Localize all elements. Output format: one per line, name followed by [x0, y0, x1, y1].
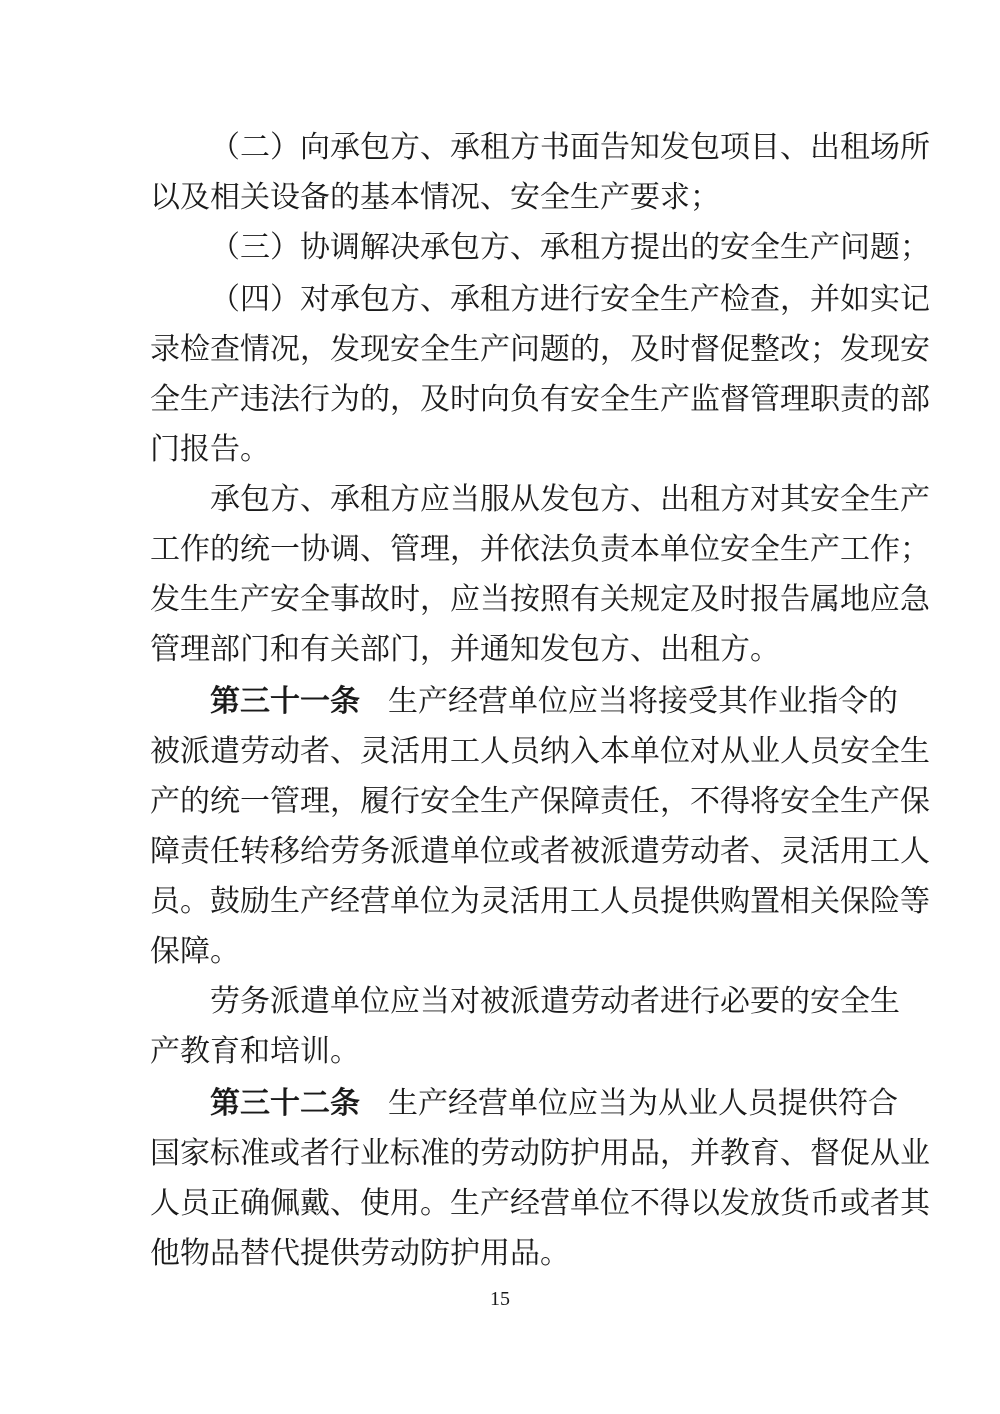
paragraph-text: 生产经营单位应当为从业人员提供符合 [388, 1086, 898, 1121]
paragraph-line: 发生生产安全事故时，应当按照有关规定及时报告属地应急 [150, 582, 930, 617]
paragraph-line: （三）协调解决承包方、承租方提出的安全生产问题； [210, 230, 930, 265]
paragraph-line: 工作的统一协调、管理，并依法负责本单位安全生产工作； [150, 532, 930, 567]
paragraph-line: 保障。 [150, 934, 240, 969]
paragraph-line: 国家标准或者行业标准的劳动防护用品，并教育、督促从业 [150, 1136, 930, 1171]
article-number: 第三十二条 [210, 1086, 360, 1121]
paragraph-line: 产的统一管理，履行安全生产保障责任，不得将安全生产保 [150, 784, 930, 819]
paragraph-line: 全生产违法行为的，及时向负有安全生产监督管理职责的部 [150, 382, 930, 417]
paragraph-line: （四）对承包方、承租方进行安全生产检查，并如实记 [210, 282, 930, 317]
paragraph-line: 门报告。 [150, 432, 270, 467]
paragraph-line: 员。鼓励生产经营单位为灵活用工人员提供购置相关保险等 [150, 884, 930, 919]
paragraph-line: 劳务派遣单位应当对被派遣劳动者进行必要的安全生 [210, 984, 900, 1019]
page-number: 15 [490, 1288, 510, 1310]
paragraph-line: （二）向承包方、承租方书面告知发包项目、出租场所 [210, 130, 930, 165]
paragraph-line: 被派遣劳动者、灵活用工人员纳入本单位对从业人员安全生 [150, 734, 930, 769]
article-number: 第三十一条 [210, 684, 360, 719]
paragraph-text: 生产经营单位应当将接受其作业指令的 [388, 684, 898, 719]
article-first-line [210, 682, 898, 722]
paragraph-line: 产教育和培训。 [150, 1034, 360, 1069]
paragraph-line: 管理部门和有关部门，并通知发包方、出租方。 [150, 632, 780, 667]
paragraph-line: 以及相关设备的基本情况、安全生产要求； [150, 180, 720, 215]
article-first-line [210, 1084, 898, 1124]
paragraph-line: 他物品替代提供劳动防护用品。 [150, 1236, 570, 1271]
paragraph-line: 障责任转移给劳务派遣单位或者被派遣劳动者、灵活用工人 [150, 834, 930, 869]
paragraph-line: 承包方、承租方应当服从发包方、出租方对其安全生产 [210, 482, 930, 517]
paragraph-line: 录检查情况，发现安全生产问题的，及时督促整改；发现安 [150, 332, 930, 367]
paragraph-line: 人员正确佩戴、使用。生产经营单位不得以发放货币或者其 [150, 1186, 930, 1221]
